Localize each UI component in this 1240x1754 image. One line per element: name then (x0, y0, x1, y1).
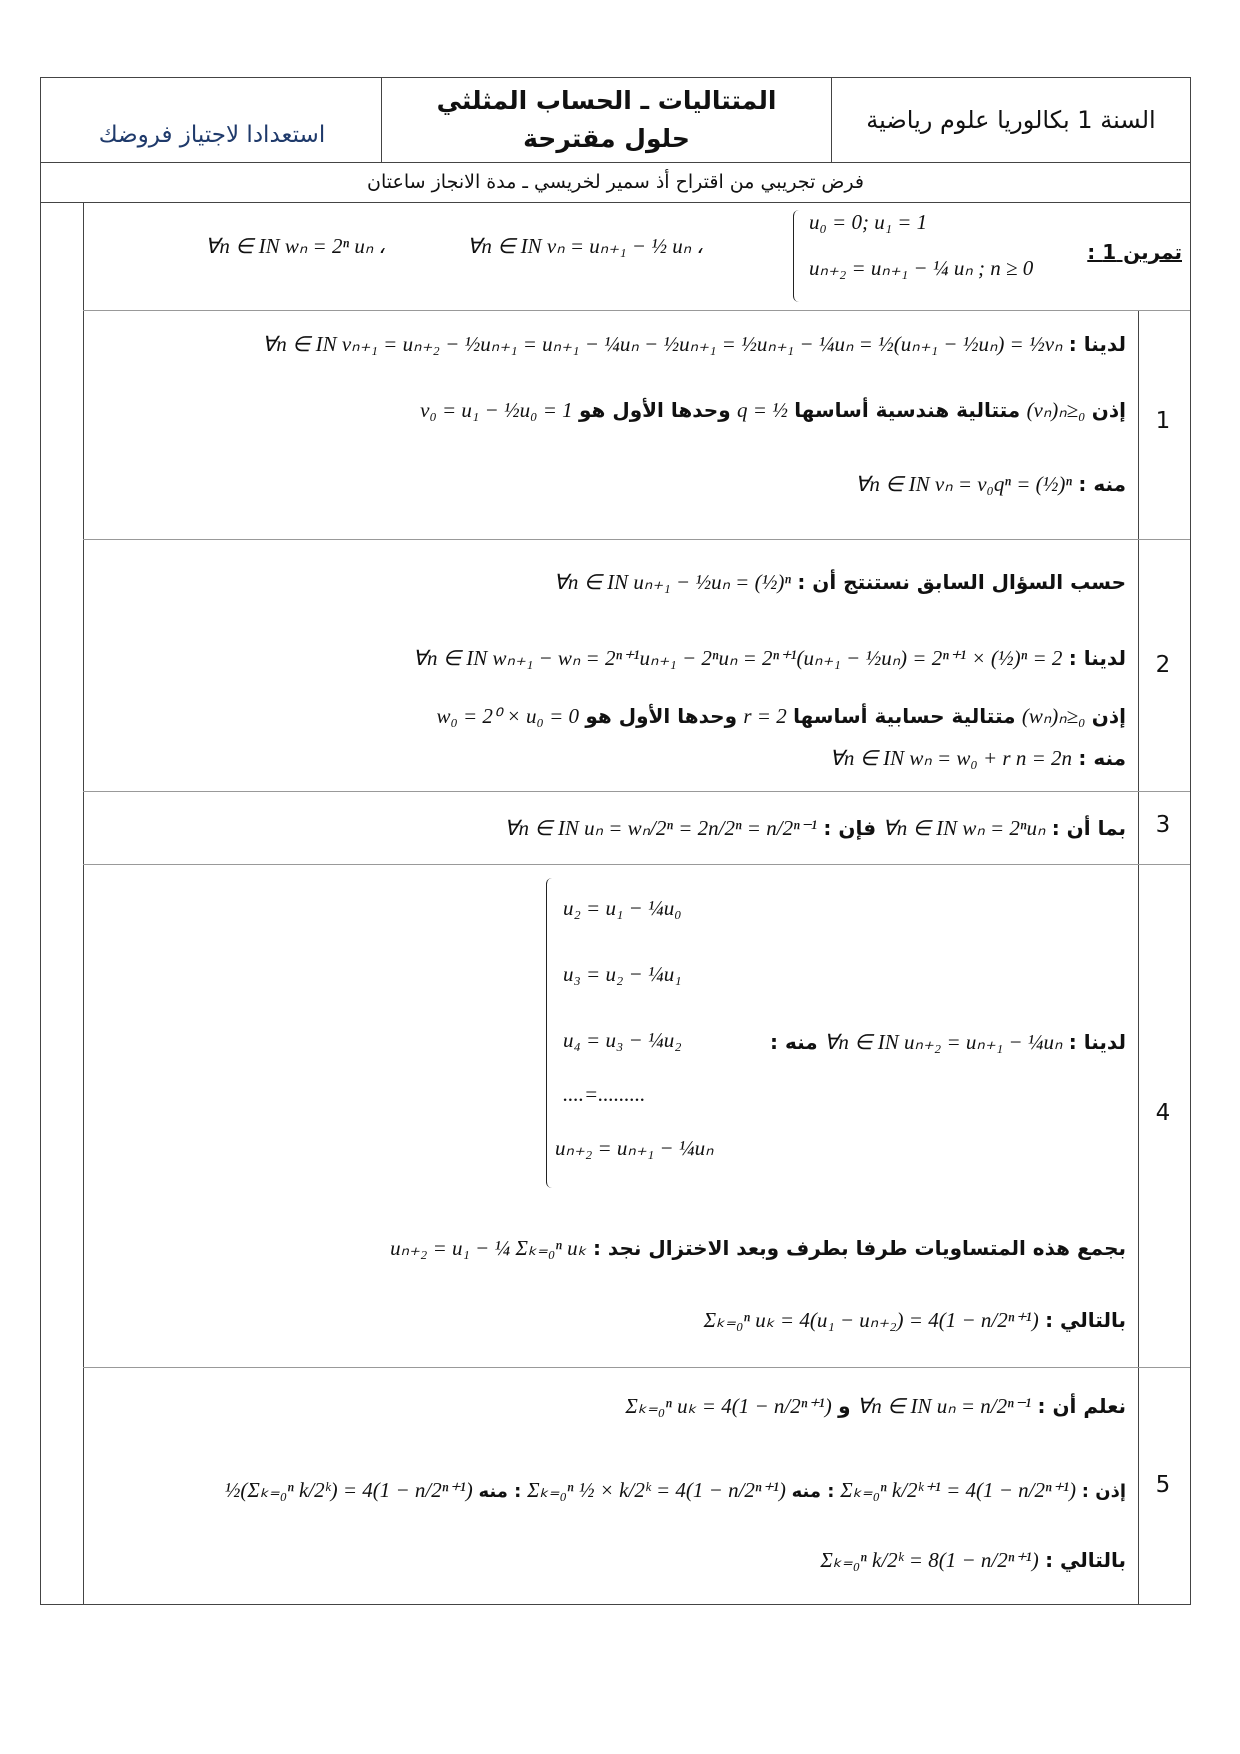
question-number: 4 (1155, 1100, 1171, 1126)
recurrence-relation: uₙ₊₂ = uₙ₊₁ − ¼ uₙ ; n ≥ 0 (809, 256, 1034, 280)
row-divider (83, 791, 1190, 792)
title-cell (381, 78, 831, 162)
q5-line-3: بالتالي : Σₖ₌₀ⁿ k/2ᵏ = 8(1 − n/2ⁿ⁺¹) (820, 1548, 1126, 1572)
row-divider (83, 539, 1190, 540)
header-row (41, 78, 1190, 163)
level-text: السنة 1 بكالوريا علوم رياضية (866, 106, 1156, 134)
exercise-label: تمرين 1 : (1087, 240, 1182, 264)
q2-line-3: إذن (wₙ)ₙ≥₀ متتالية حسابية أساسها r = 2 وحدها الأول هو w₀ = 2⁰ × u₀ = 0 (436, 704, 1126, 728)
level-cell (831, 78, 1190, 162)
q5-line-1: نعلم أن : ∀n ∈ IN uₙ = n/2ⁿ⁻¹ و Σₖ₌₀ⁿ uₖ = 4(1 − n/2ⁿ⁺¹) (625, 1394, 1126, 1418)
sys-eq-5: uₙ₊₂ = uₙ₊₁ − ¼uₙ (555, 1136, 714, 1160)
q4-line-2: بجمع هذه المتساويات طرفا بطرف وبعد الاختزال نجد : uₙ₊₂ = u₁ − ¼ Σₖ₌₀ⁿ uₖ (390, 1236, 1126, 1260)
sys-eq-1: u₂ = u₁ − ¼u₀ (563, 896, 682, 920)
q2-line-2: لدينا : ∀n ∈ IN wₙ₊₁ − wₙ = 2ⁿ⁺¹uₙ₊₁ − 2ⁿuₙ = 2ⁿ⁺¹(uₙ₊₁ − ½uₙ) = 2ⁿ⁺¹ × (½)ⁿ = 2 (412, 646, 1126, 670)
row-divider (83, 1367, 1190, 1368)
q4-line-3: بالتالي : Σₖ₌₀ⁿ uₖ = 4(u₁ − uₙ₊₂) = 4(1 − n/2ⁿ⁺¹) (703, 1308, 1126, 1332)
doc-title: المتتاليات ـ الحساب المثلثي (436, 86, 777, 115)
info-text: فرض تجريبي من اقتراح أذ سمير لخريسي ـ مدة الانجاز ساعتان (367, 171, 864, 193)
sum-system-brace (546, 878, 553, 1188)
system-brace (793, 210, 800, 302)
sys-eq-3: u₄ = u₃ − ¼u₂ (563, 1028, 682, 1052)
q1-line-2: إذن (vₙ)ₙ≥₀ متتالية هندسية أساسها q = ½ وحدها الأول هو v₀ = u₁ − ½u₀ = 1 (420, 398, 1126, 422)
left-margin-line (83, 202, 84, 1604)
row-divider (83, 310, 1190, 311)
initial-conditions: u₀ = 0; u₁ = 1 (809, 210, 928, 234)
row-divider (83, 864, 1190, 865)
info-row (41, 162, 1190, 203)
question-number: 5 (1155, 1472, 1171, 1498)
worksheet (40, 77, 1191, 1605)
question-number: 3 (1155, 812, 1171, 838)
q1-line-3: منه : ∀n ∈ IN vₙ = v₀qⁿ = (½)ⁿ (854, 472, 1126, 496)
question-number: 1 (1155, 408, 1171, 434)
q4-line-1: لدينا : ∀n ∈ IN uₙ₊₂ = uₙ₊₁ − ¼uₙ منه : (770, 1030, 1126, 1054)
prep-text: استعدادا لاجتياز فروضك (98, 122, 326, 148)
q5-line-2: إذن : Σₖ₌₀ⁿ k/2ᵏ⁺¹ = 4(1 − n/2ⁿ⁺¹) : منه Σₖ₌₀ⁿ ½ × k/2ᵏ = 4(1 − n/2ⁿ⁺¹) : منه ½(Σₖ₌₀ⁿ k/2ᵏ) = 4(1 − n/2ⁿ⁺¹) (224, 1478, 1126, 1502)
sys-eq-2: u₃ = u₂ − ¼u₁ (563, 962, 682, 986)
question-number: 2 (1155, 652, 1171, 678)
prep-cell (41, 78, 383, 162)
sys-eq-4: ....=......... (563, 1082, 646, 1106)
q2-line-1: حسب السؤال السابق نستنتج أن : ∀n ∈ IN uₙ₊₁ − ½uₙ = (½)ⁿ (553, 570, 1126, 594)
doc-subtitle: حلول مقترحة (523, 124, 690, 153)
q1-line-1: لدينا : ∀n ∈ IN vₙ₊₁ = uₙ₊₂ − ½uₙ₊₁ = uₙ₊₁ − ¼uₙ − ½uₙ₊₁ = ½uₙ₊₁ − ¼uₙ = ½(uₙ₊₁ − ½uₙ) = ½vₙ (261, 332, 1126, 356)
q2-line-4: منه : ∀n ∈ IN wₙ = w₀ + r n = 2n (829, 746, 1126, 770)
number-column-line (1138, 310, 1139, 1604)
q3-line: بما أن : ∀n ∈ IN wₙ = 2ⁿuₙ فإن : ∀n ∈ IN uₙ = wₙ/2ⁿ = 2n/2ⁿ = n/2ⁿ⁻¹ (504, 816, 1126, 840)
definition-v: ∀n ∈ IN vₙ = uₙ₊₁ − ½ uₙ ، (467, 234, 704, 258)
definition-w: ∀n ∈ IN wₙ = 2ⁿ uₙ ، (205, 234, 386, 258)
